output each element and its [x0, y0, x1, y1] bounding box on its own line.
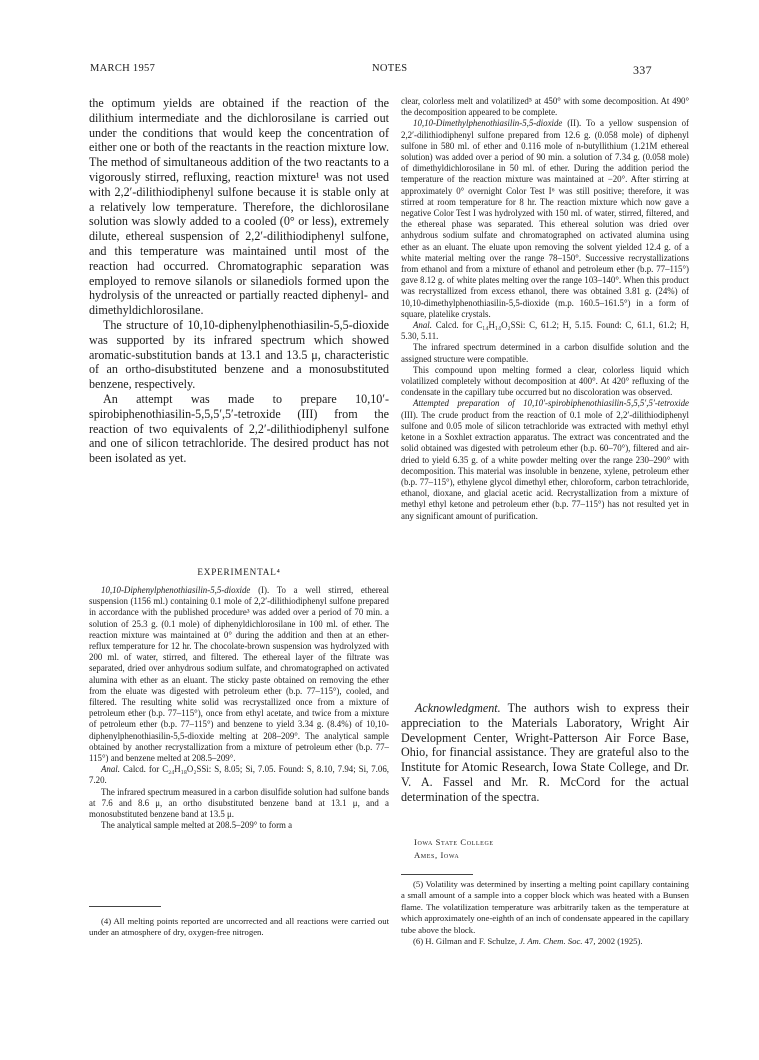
footnote-6-authors: (6) H. Gilman and F. Schulze,	[413, 936, 520, 947]
left-column-experimental	[89, 585, 389, 831]
left-footnotes	[89, 916, 389, 939]
anal-label: Anal.	[101, 764, 120, 775]
paragraph-optimum-yields: the optimum yields are obtained if the reaction of the dilithium intermediate and the dichlorosilane is carried out under the conditions that would keep the concentration of either one or both of the reactants in the reaction mixture low. The method of simultaneous addition of the two reactants to a vigorously stirred, refluxing, reaction mixture¹ was not used with 2,2′-dilithiodiphenyl sulfone because it is stable only at a relatively low temperature. Therefore, the dichlorosilane solution was slowly added to a cooled (0° or less), extremely dilute, ethereal suspension of 2,2′-dilithiodiphenyl sulfone, and this temperature was maintained until most of the reaction had occurred. Chromatographic separation was employed to remove silanols or silanediols formed upon the hydrolysis of the unreacted or partially reacted diphenyl- and dimethyldichlorosilane.	[89, 96, 389, 318]
right-footnotes	[401, 879, 689, 947]
footnote-5: (5) Volatility was determined by inserting a melting point capillary containing a small amount of a sample into a copper block which was heated with a Bunsen flame. The volatilization temperature was arbitrarily taken as the temperature at which approximately one-eighth of an inch of condensate appeared in the capillary tube above the block.	[401, 879, 689, 935]
analysis-i-values: Calcd. for C₂₄H₁₈O₂SSi: S, 8.05; Si, 7.05. Found: S, 8.10, 7.94; Si, 7.06, 7.20.	[89, 764, 389, 786]
footnote-6-citation: 47, 2002 (1925).	[582, 936, 643, 947]
compound-ii-title: 10,10-Dimethylphenothiasilin-5,5-dioxide	[413, 118, 563, 129]
analysis-compound-ii	[401, 320, 689, 342]
affiliation-institution: Iowa State College	[414, 837, 494, 847]
analysis-compound-i	[89, 764, 389, 786]
footnote-4: (4) All melting points reported are uncorrected and all reactions were carried out under an atmosphere of dry, oxygen-free nitrogen.	[89, 916, 389, 938]
paragraph-volatilization: clear, colorless melt and volatilized⁵ at 450° with some decomposition. At 490° the decomposition appeared to be complete.	[401, 96, 689, 118]
compound-iii-text: (III). The crude product from the reaction of 0.1 mole of 2,2′-dilithiodiphenyl sulfone and 0.05 mole of silicon tetrachloride was extracted with methyl ethyl ketone in a Soxhlet extraction apparatus. The extract was concentrated and the solid obtained was digested with petroleum ether (b.p. 60–70°), filtered and air-dried to yield 6.35 g. of a white powder melting over the range 230–290° with decomposition. This material was insoluble in benzene, xylene, petroleum ether (b.p. 77–115°), ethylene glycol dimethyl ether, chloroform, carbon tetrachloride, ethanol, dioxane, and glacial acetic acid. Recrystallization from a mixture of methyl ethyl ketone and petroleum ether (b.p. 77–115°) has not resulted yet in any significant amount of purification.	[401, 409, 689, 521]
acknowledgment-text: The authors wish to express their appreciation to the Materials Laboratory, Wright Air Development Center, Wright-Patterson Air Force Base, Ohio, for financial assistance. They are grateful also to the Institute for Atomic Research, Iowa State College, and Dr. V. A. Fassel and Mr. R. McCord for the actual determination of the spectra.	[401, 701, 689, 804]
acknowledgment	[401, 701, 689, 805]
experimental-compound-ii	[401, 118, 689, 320]
right-column-body	[401, 96, 689, 522]
experimental-compound-i	[89, 585, 389, 764]
paragraph-structure: The structure of 10,10-diphenylphenothiasilin-5,5-dioxide was supported by its infrared spectrum which showed aromatic-substitution bands at 13.1 and 13.5 μ, characteristic of an ortho-disubstituted benzene and a monosubstituted benzene, respectively.	[89, 317, 389, 392]
affiliation	[414, 836, 494, 861]
left-column-body	[89, 96, 389, 466]
acknowledgment-label: Acknowledgment.	[415, 701, 501, 715]
compound-i-title: 10,10-Diphenylphenothiasilin-5,5-dioxide	[101, 585, 251, 595]
compound-ii-text: (II). To a yellow suspension of 2,2′-dilithiodiphenyl sulfone prepared from 12.6 g. (0.058 mole) of diphenyl sulfone in 580 ml. of ether and 0.116 mole of n-butyllithium (1.21M ethereal solution) was added over a period of 90 min. a solution of 7.34 g. (0.058 mole) of dimethyldichlorosilane in 50 ml. of ether. During the addition period the temperature of the reaction mixture was maintained at −20°. After stirring at approximately 0° overnight Color Test I⁶ was still positive; therefore, it was stirred at room temperature for 8 hr. The reaction mixture which now gave a negative Color Test I was hydrolyzed with 150 ml. of water, stirred, filtered, and the ethereal phase was separated. This ethereal solution was dried over anhydrous sodium sulfate and chromatographed on activated alumina using ether as an eluant. The eluate upon removing the solvent yielded 12.4 g. of a white material melting over the range 78–150°. Successive recrystallizations from ethanol and from a mixture of ethanol and petroleum ether (b.p. 77–115°) gave 8.12 g. of white plates melting over the range 103–140°. When this product was recrystallized from excess ethanol, there was obtained 3.81 g. (24%) of 10,10-dimethylphenothiasilin-5,5-dioxide (m.p. 160.5–161.5°) in a form of square, platelike crystals.	[401, 118, 689, 319]
footnote-6	[401, 936, 689, 947]
infrared-compound-ii: The infrared spectrum determined in a carbon disulfide solution and the assigned structure were compatible.	[401, 342, 689, 364]
footnote-divider	[89, 906, 161, 907]
analysis-ii-values: Calcd. for C₁₄H₁₄O₂SSi: C, 61.2; H, 5.15. Found: C, 61.1, 61.2; H, 5.30, 5.11.	[401, 320, 689, 342]
compound-iii-title: Attempted preparation of 10,10′-spirobiphenothiasilin-5,5,5′,5′-tetroxide	[413, 398, 689, 409]
experimental-heading: EXPERIMENTAL⁴	[197, 567, 281, 577]
page-number: 337	[633, 63, 652, 77]
anal-label-ii: Anal.	[413, 320, 432, 331]
infrared-compound-i: The infrared spectrum measured in a carbon disulfide solution had sulfone bands at 7.6 and 8.6 μ, an ortho disubstituted benzene band at 13.1 μ, and a monosubstituted benzene band at 13.5 μ.	[89, 786, 389, 820]
melting-compound-ii: This compound upon melting formed a clear, colorless liquid which volatilized completely without decomposition at 400°. At 420° refluxing of the condensate in the capillary tube occurred but no discoloration was observed.	[401, 364, 689, 398]
footnote-6-journal: J. Am. Chem. Soc.	[519, 936, 583, 947]
compound-i-text: (I). To a well stirred, ethereal suspension (1156 ml.) containing 0.1 mole of 2,2′-dilithiodiphenyl sulfone prepared in accordance with the published procedure³ was added over a period of 70 min. a solution of 25.3 g. (0.1 mole) of diphenyldichlorosilane in 100 ml. of ether. The reaction mixture was maintained at 0° during the addition and then at an ether-reflux temperature for 12 hr. The chocolate-brown suspension was hydrolyzed with 200 ml. of water, stirred, and filtered. The ethereal layer of the filtrate was separated, dried over anhydrous sodium sulfate, and chromatographed on activated alumina with ether as an eluant. The sticky paste obtained on removing the ether from the eluate was digested with petroleum ether (b.p. 77–115°), cooled, and filtered. The resulting white solid was recrystallized once from a mixture of petroleum ether (b.p. 77–115°), once from ethyl acetate, and twice from a mixture of petroleum ether (b.p. 77–115°) and benzene to yield 3.34 g. (8.4%) of 10,10-diphenylphenothiasilin-5,5-dioxide melting at 208–209°. The analytical sample obtained by another recrystallization from a mixture of petroleum ether (b.p. 77–115°) and benzene melted at 208.5–209°.	[89, 585, 389, 764]
running-header-section: NOTES	[372, 63, 408, 74]
affiliation-city: Ames, Iowa	[414, 849, 460, 860]
acknowledgment-paragraph	[401, 701, 689, 805]
running-header-date: MARCH 1957	[90, 63, 156, 74]
melting-compound-i: The analytical sample melted at 208.5–209° to form a	[101, 820, 293, 831]
footnote-divider-right	[401, 874, 473, 875]
attempted-preparation-iii	[401, 398, 689, 521]
paragraph-spiro-attempt: An attempt was made to prepare 10,10′-spirobiphenothiasilin-5,5,5′,5′-tetroxide (III) from the reaction of two equivalents of 2,2′-dilithiodiphenyl sulfone and one of silicon tetrachloride. The desired product has not been isolated as yet.	[89, 391, 389, 466]
